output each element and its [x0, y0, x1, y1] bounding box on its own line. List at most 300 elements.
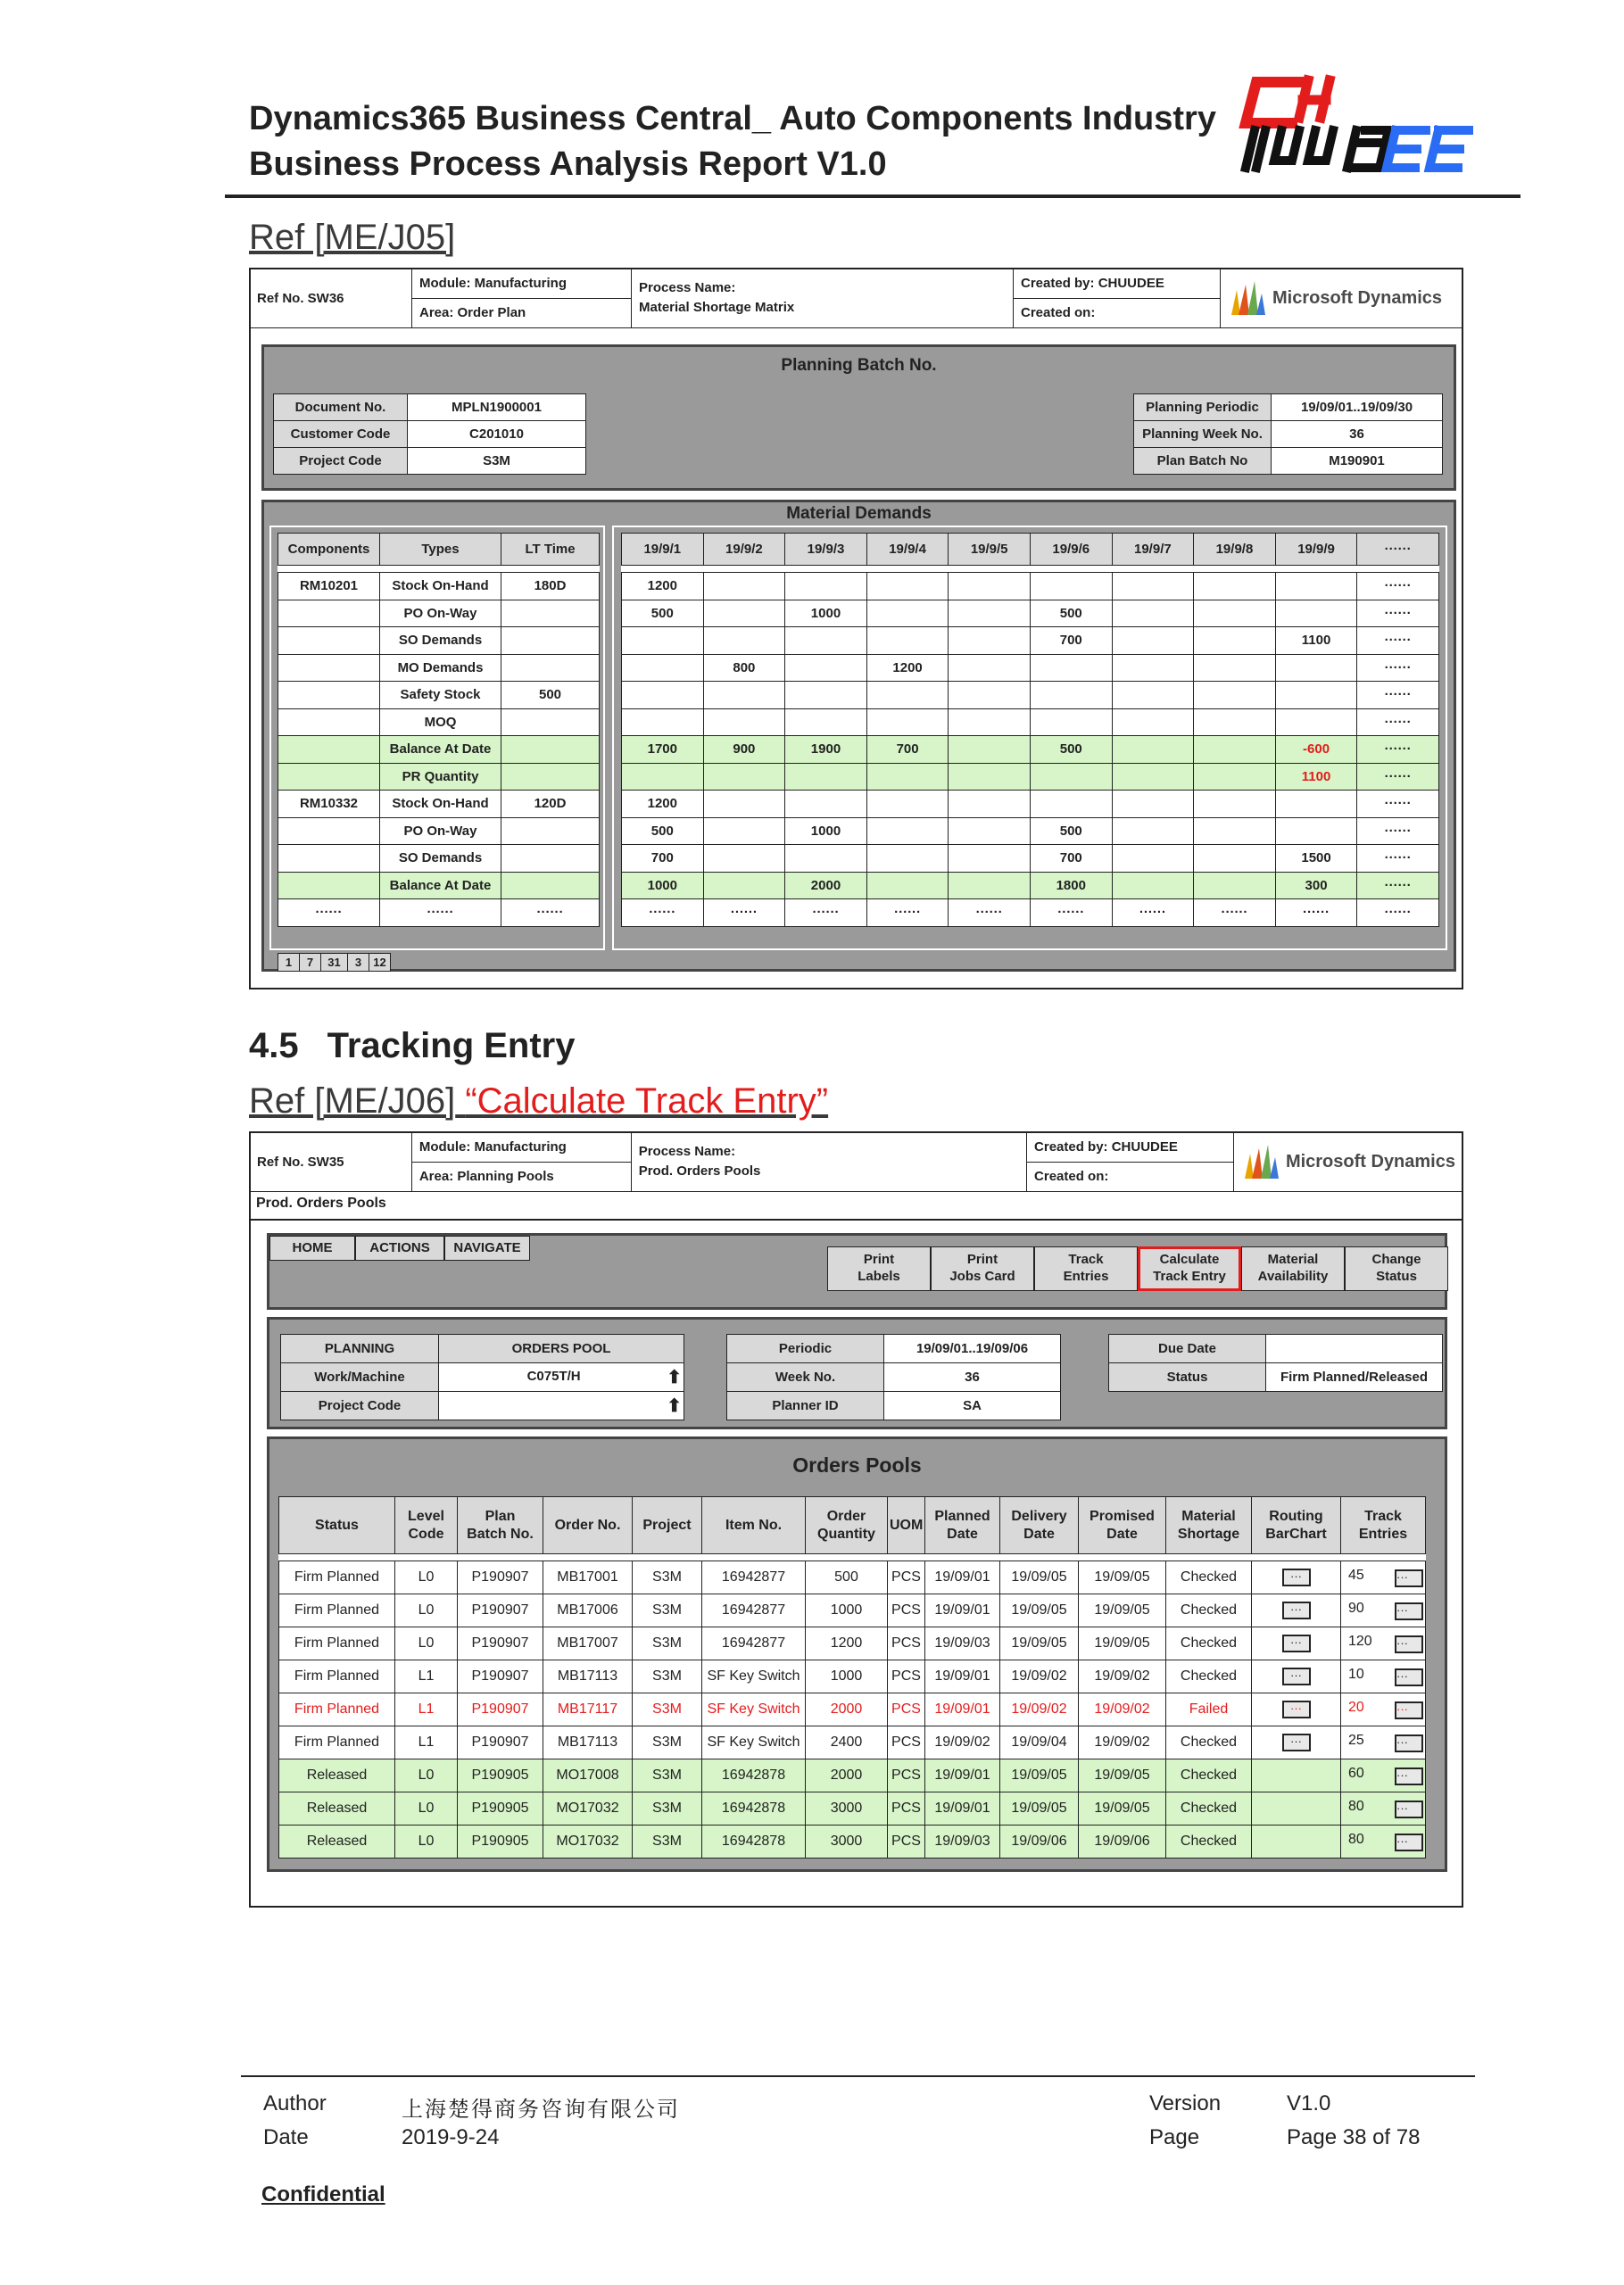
footer-author-value: 上海楚得商务咨询有限公司 — [402, 2098, 680, 2122]
table-row — [278, 845, 600, 873]
cell — [1194, 600, 1276, 627]
table-row[interactable] — [279, 1594, 1426, 1627]
module-2: Module: Manufacturing — [411, 1132, 631, 1163]
cell — [501, 708, 600, 736]
cell: Balance At Date — [380, 872, 501, 899]
cell: PR Quantity — [380, 763, 501, 791]
action-button-material-availability[interactable]: Material Availability — [1241, 1246, 1345, 1291]
cell: S3M — [633, 1561, 702, 1594]
menu-tab-navigate[interactable]: NAVIGATE — [444, 1236, 530, 1261]
cell: Safety Stock — [380, 682, 501, 709]
cell — [949, 627, 1031, 655]
track-entries-cell[interactable]: 20 ··· — [1341, 1693, 1426, 1726]
routing-barchart-cell[interactable] — [1252, 1660, 1341, 1693]
cell — [1112, 627, 1194, 655]
footer-confidential: Confidential — [261, 2182, 385, 2206]
action-button-calculate-track-entry[interactable]: Calculate Track Entry — [1138, 1246, 1241, 1291]
cell: 900 — [703, 736, 785, 764]
cell — [278, 817, 380, 845]
menu-tab-actions[interactable]: ACTIONS — [355, 1236, 444, 1261]
cell: SO Demands — [380, 845, 501, 873]
cell: L1 — [395, 1726, 458, 1759]
routing-barchart-cell[interactable] — [1252, 1693, 1341, 1726]
cell: Firm Planned — [279, 1726, 395, 1759]
filter-label: Periodic — [727, 1335, 884, 1363]
cell — [703, 627, 785, 655]
cell: MB17001 — [543, 1561, 633, 1594]
more-icon[interactable]: ··· — [1395, 1602, 1423, 1620]
filter-value[interactable] — [1266, 1335, 1443, 1363]
report-title-line1: Dynamics365 Business Central_ Auto Components Industry — [249, 100, 1216, 137]
cell — [1112, 845, 1194, 873]
routing-barchart-cell[interactable] — [1252, 1792, 1341, 1826]
cell — [949, 791, 1031, 818]
cell — [785, 573, 867, 600]
cell: RM10332 — [278, 791, 380, 818]
action-button-print-jobs-card[interactable]: Print Jobs Card — [931, 1246, 1034, 1291]
cell: MO17032 — [543, 1792, 633, 1826]
cell: P190907 — [458, 1594, 543, 1627]
more-icon[interactable]: ··· — [1395, 1569, 1423, 1587]
cell — [1030, 654, 1112, 682]
cell: 1700 — [622, 736, 704, 764]
cell: 2000 — [806, 1693, 888, 1726]
pool-column-header: Order No. — [543, 1497, 633, 1554]
cell: 2400 — [806, 1726, 888, 1759]
footer-date-value: 2019-9-24 — [402, 2125, 500, 2149]
cell — [1030, 763, 1112, 791]
date-column-header: ······ — [1357, 534, 1439, 566]
cell: Firm Planned — [279, 1693, 395, 1726]
cell — [1112, 872, 1194, 899]
table-row — [622, 763, 1439, 791]
cell: 19/09/01 — [925, 1759, 1000, 1792]
track-entries-cell[interactable]: 60 ··· — [1341, 1759, 1426, 1792]
material-demands-title: Material Demands — [786, 504, 932, 523]
table-row — [622, 654, 1439, 682]
cell: ······ — [1357, 899, 1439, 927]
routing-barchart-cell[interactable] — [1252, 1594, 1341, 1627]
cell: SO Demands — [380, 627, 501, 655]
cell: 19/09/01 — [925, 1660, 1000, 1693]
ms-dynamics-icon — [1228, 281, 1267, 315]
batch-field-row — [1134, 394, 1443, 421]
cell: ······ — [1357, 682, 1439, 709]
cell: Stock On-Hand — [380, 573, 501, 600]
cell — [278, 872, 380, 899]
table-row — [278, 763, 600, 791]
table-row[interactable] — [279, 1826, 1426, 1859]
routing-barchart-cell[interactable] — [1252, 1826, 1341, 1859]
filter-row — [1109, 1363, 1443, 1392]
pager-item[interactable]: 1 — [278, 954, 300, 972]
cell: Checked — [1166, 1826, 1252, 1859]
field-value[interactable]: M190901 — [1272, 448, 1443, 475]
cell — [1194, 736, 1276, 764]
date-column-header: 19/9/8 — [1194, 534, 1276, 566]
work-machine-input[interactable]: C075T/H ⬆ — [439, 1363, 684, 1392]
cell — [866, 763, 949, 791]
cell: 19/09/05 — [1000, 1759, 1079, 1792]
table-row[interactable] — [279, 1660, 1426, 1693]
created-by-2: Created by: CHUUDEE — [1027, 1132, 1234, 1163]
filter-row — [727, 1363, 1061, 1392]
table-row — [278, 654, 600, 682]
more-icon[interactable]: ··· — [1282, 1569, 1311, 1586]
orders-pools-title: Orders Pools — [792, 1453, 922, 1477]
cell — [866, 573, 949, 600]
cell: MB17117 — [543, 1693, 633, 1726]
table-row — [622, 872, 1439, 899]
filter-value[interactable]: 36 — [884, 1363, 1061, 1392]
more-icon[interactable]: ··· — [1282, 1668, 1311, 1685]
cell — [1112, 682, 1194, 709]
cell — [622, 708, 704, 736]
field-value[interactable]: S3M — [408, 448, 586, 475]
created-on-2: Created on: — [1027, 1162, 1234, 1192]
cell — [703, 573, 785, 600]
cell: MOQ — [380, 708, 501, 736]
report-title-line2: Business Process Analysis Report V1.0 — [249, 145, 887, 183]
pool-column-header: Routing BarChart — [1252, 1497, 1341, 1554]
cell: S3M — [633, 1759, 702, 1792]
routing-barchart-cell[interactable] — [1252, 1627, 1341, 1660]
cell — [1194, 817, 1276, 845]
cell: 19/09/02 — [1079, 1726, 1166, 1759]
cell: P190907 — [458, 1627, 543, 1660]
table-row — [278, 899, 600, 927]
filter-value[interactable]: 19/09/01..19/09/06 — [884, 1335, 1061, 1363]
cell — [1112, 736, 1194, 764]
more-icon[interactable]: ··· — [1282, 1701, 1311, 1718]
cell: 1200 — [866, 654, 949, 682]
pager[interactable] — [278, 953, 391, 972]
action-button-print-labels[interactable]: Print Labels — [827, 1246, 931, 1291]
cell — [949, 682, 1031, 709]
cell: 19/09/03 — [925, 1627, 1000, 1660]
pool-column-header: Promised Date — [1079, 1497, 1166, 1554]
cell — [501, 763, 600, 791]
cell: 19/09/01 — [925, 1594, 1000, 1627]
date-column-header: 19/9/6 — [1030, 534, 1112, 566]
table-row — [622, 791, 1439, 818]
pool-column-header: Project — [633, 1497, 702, 1554]
footer-page-label: Page — [1149, 2125, 1200, 2149]
table-row — [278, 682, 600, 709]
cell — [501, 817, 600, 845]
cell: P190905 — [458, 1792, 543, 1826]
cell — [1194, 708, 1276, 736]
pager-item[interactable]: 7 — [300, 954, 321, 972]
more-icon[interactable]: ··· — [1395, 1734, 1423, 1752]
cell — [866, 791, 949, 818]
cell: S3M — [633, 1627, 702, 1660]
section2-ref-red: “Calculate Track Entry” — [465, 1081, 829, 1121]
cell: 19/09/05 — [1000, 1594, 1079, 1627]
more-icon[interactable]: ··· — [1395, 1635, 1423, 1653]
cell — [949, 600, 1031, 627]
filter-left: PLANNING ORDERS POOL Work/Machine C075T/H ⬆ Project Code ⬆ — [280, 1334, 684, 1420]
batch-field-row — [1134, 421, 1443, 448]
cell: 16942877 — [702, 1594, 806, 1627]
field-label: Plan Batch No — [1134, 448, 1272, 475]
cell — [1112, 708, 1194, 736]
demands-matrix — [621, 533, 1439, 927]
cell: 19/09/01 — [925, 1693, 1000, 1726]
cell — [1194, 845, 1276, 873]
filter-label: Planner ID — [727, 1392, 884, 1420]
cell: SF Key Switch — [702, 1693, 806, 1726]
table-row[interactable] — [279, 1561, 1426, 1594]
cell: 1200 — [806, 1627, 888, 1660]
pool-column-header: Order Quantity — [806, 1497, 888, 1554]
cell — [1275, 654, 1357, 682]
more-icon[interactable]: ··· — [1282, 1602, 1311, 1619]
cell: 2000 — [806, 1759, 888, 1792]
table-row — [622, 573, 1439, 600]
cell: Firm Planned — [279, 1594, 395, 1627]
cell: P190905 — [458, 1826, 543, 1859]
cell: ······ — [1357, 736, 1439, 764]
cell: PCS — [888, 1693, 925, 1726]
cell: Checked — [1166, 1627, 1252, 1660]
cell: ······ — [1357, 872, 1439, 899]
table-row[interactable] — [279, 1759, 1426, 1792]
cell: L0 — [395, 1792, 458, 1826]
table-row — [278, 600, 600, 627]
cell — [501, 654, 600, 682]
routing-barchart-cell[interactable] — [1252, 1561, 1341, 1594]
track-entries-cell[interactable]: 10 ··· — [1341, 1660, 1426, 1693]
cell: ······ — [1357, 600, 1439, 627]
cell: PCS — [888, 1826, 925, 1859]
cell — [703, 817, 785, 845]
track-entries-cell[interactable]: 25 ··· — [1341, 1726, 1426, 1759]
cell: ······ — [703, 899, 785, 927]
cell — [1275, 682, 1357, 709]
cell: 16942877 — [702, 1561, 806, 1594]
date-column-header: 19/9/4 — [866, 534, 949, 566]
cell: 2000 — [785, 872, 867, 899]
cell: 500 — [1030, 736, 1112, 764]
field-value[interactable]: MPLN1900001 — [408, 394, 586, 421]
menu-tab-home[interactable]: HOME — [269, 1236, 355, 1261]
cell: 19/09/01 — [925, 1561, 1000, 1594]
components-table — [278, 533, 600, 927]
cell: PCS — [888, 1594, 925, 1627]
cell: 19/09/05 — [1000, 1561, 1079, 1594]
more-icon[interactable]: ··· — [1395, 1801, 1423, 1818]
arrow-up-icon[interactable]: ⬆ — [667, 1367, 682, 1387]
batch-field-row — [274, 394, 586, 421]
cell: S3M — [633, 1594, 702, 1627]
cell: L0 — [395, 1759, 458, 1792]
cell: 19/09/02 — [1079, 1693, 1166, 1726]
arrow-up-icon[interactable]: ⬆ — [667, 1395, 682, 1416]
cell: MB17113 — [543, 1660, 633, 1693]
table-row[interactable] — [279, 1627, 1426, 1660]
cell: 1100 — [1275, 627, 1357, 655]
module: Module: Manufacturing — [412, 269, 632, 299]
cell: ······ — [622, 899, 704, 927]
filter-value[interactable]: SA — [884, 1392, 1061, 1420]
cell: 19/09/02 — [1000, 1660, 1079, 1693]
cell: 19/09/06 — [1000, 1826, 1079, 1859]
cell: 500 — [1030, 817, 1112, 845]
cell: Released — [279, 1792, 395, 1826]
table-row — [622, 817, 1439, 845]
footer-version-label: Version — [1149, 2091, 1222, 2115]
cell: Balance At Date — [380, 736, 501, 764]
track-entries-cell[interactable]: 80 ··· — [1341, 1826, 1426, 1859]
track-entries-cell[interactable]: 90 ··· — [1341, 1594, 1426, 1627]
table-row — [622, 899, 1439, 927]
table-row — [278, 708, 600, 736]
pager-item[interactable]: 31 — [321, 954, 348, 972]
footer-rule — [241, 2075, 1475, 2077]
planning-batch-panel — [261, 344, 1456, 491]
cell: 300 — [1275, 872, 1357, 899]
pool-column-header: UOM — [888, 1497, 925, 1554]
cell: 19/09/05 — [1079, 1561, 1166, 1594]
cell — [278, 845, 380, 873]
cell — [1275, 791, 1357, 818]
cell: MO17032 — [543, 1826, 633, 1859]
cell: 19/09/05 — [1079, 1759, 1166, 1792]
table-row — [622, 845, 1439, 873]
track-entries-cell[interactable]: 80 ··· — [1341, 1792, 1426, 1826]
cell — [866, 845, 949, 873]
more-icon[interactable]: ··· — [1282, 1635, 1311, 1652]
material-demands-panel — [261, 500, 1456, 972]
cell: MB17007 — [543, 1627, 633, 1660]
cell: Firm Planned — [279, 1627, 395, 1660]
cell: L0 — [395, 1594, 458, 1627]
track-entries-cell[interactable]: 45 ··· — [1341, 1561, 1426, 1594]
cell: P190907 — [458, 1693, 543, 1726]
action-button-track-entries[interactable]: Track Entries — [1034, 1246, 1138, 1291]
cell: 19/09/05 — [1079, 1627, 1166, 1660]
date-column-header: 19/9/1 — [622, 534, 704, 566]
cell: 1000 — [785, 600, 867, 627]
cell — [785, 791, 867, 818]
pool-column-header: Planned Date — [925, 1497, 1000, 1554]
footer-version-value: V1.0 — [1287, 2091, 1331, 2115]
cell: 700 — [1030, 845, 1112, 873]
section1-frame — [249, 268, 1463, 989]
more-icon[interactable]: ··· — [1395, 1701, 1423, 1719]
cell: ······ — [501, 899, 600, 927]
process-name-2: Process Name: Prod. Orders Pools — [631, 1132, 1026, 1192]
project-code-input[interactable] — [439, 1392, 684, 1420]
cell: P190907 — [458, 1660, 543, 1693]
table-row — [278, 736, 600, 764]
cell — [1030, 708, 1112, 736]
more-icon[interactable]: ··· — [1395, 1668, 1423, 1686]
cell — [278, 708, 380, 736]
cell — [1194, 573, 1276, 600]
pager-item[interactable]: 3 — [348, 954, 369, 972]
cell — [703, 872, 785, 899]
cell: 1200 — [622, 791, 704, 818]
cell — [1112, 763, 1194, 791]
batch-left-fields — [273, 393, 586, 475]
cell — [1194, 791, 1276, 818]
cell: ······ — [1275, 899, 1357, 927]
created-by: Created by: CHUUDEE — [1014, 269, 1221, 299]
table-row[interactable] — [279, 1726, 1426, 1759]
cell — [622, 654, 704, 682]
chuudee-logo-icon — [1230, 71, 1497, 178]
more-icon[interactable]: ··· — [1282, 1734, 1311, 1751]
table-row[interactable] — [279, 1693, 1426, 1726]
cell: -600 — [1275, 736, 1357, 764]
action-button-change-status[interactable]: Change Status — [1345, 1246, 1448, 1291]
section1-meta — [249, 268, 1463, 328]
cell — [785, 682, 867, 709]
cell — [278, 627, 380, 655]
footer-author-label: Author — [263, 2091, 327, 2115]
cell: 16942878 — [702, 1792, 806, 1826]
process-name: Process Name: Material Shortage Matrix — [632, 269, 1014, 328]
cell: P190907 — [458, 1561, 543, 1594]
cell — [949, 872, 1031, 899]
filter-value[interactable]: Firm Planned/Released — [1266, 1363, 1443, 1392]
cell — [703, 600, 785, 627]
cell: 500 — [622, 817, 704, 845]
cell: 3000 — [806, 1792, 888, 1826]
more-icon[interactable]: ··· — [1395, 1768, 1423, 1785]
field-value[interactable]: 19/09/01..19/09/30 — [1272, 394, 1443, 421]
pager-item[interactable]: 12 — [369, 954, 391, 972]
table-row — [622, 736, 1439, 764]
batch-field-row — [1134, 448, 1443, 475]
area-2: Area: Planning Pools — [411, 1162, 631, 1192]
cell: ······ — [1194, 899, 1276, 927]
action-bar — [267, 1233, 1447, 1310]
cell — [866, 872, 949, 899]
cell: 3000 — [806, 1826, 888, 1859]
cell — [703, 791, 785, 818]
cell: 19/09/02 — [1000, 1693, 1079, 1726]
field-label: Planning Week No. — [1134, 421, 1272, 448]
cell — [501, 736, 600, 764]
field-value[interactable]: C201010 — [408, 421, 586, 448]
filter-label: Status — [1109, 1363, 1266, 1392]
pool-column-header: Delivery Date — [1000, 1497, 1079, 1554]
cell — [1112, 654, 1194, 682]
cell: ······ — [1357, 791, 1439, 818]
routing-barchart-cell[interactable] — [1252, 1726, 1341, 1759]
date-column-header: 19/9/3 — [785, 534, 867, 566]
batch-field-row — [274, 448, 586, 475]
cell — [1194, 654, 1276, 682]
cell: ······ — [1357, 654, 1439, 682]
more-icon[interactable]: ··· — [1395, 1834, 1423, 1851]
track-entries-cell[interactable]: 120 ··· — [1341, 1627, 1426, 1660]
cell — [622, 763, 704, 791]
cell: 500 — [806, 1561, 888, 1594]
cell: 19/09/02 — [1079, 1660, 1166, 1693]
cell: PO On-Way — [380, 817, 501, 845]
cell: 1500 — [1275, 845, 1357, 873]
date-column-header: 19/9/5 — [949, 534, 1031, 566]
cell: MB17113 — [543, 1726, 633, 1759]
cell — [278, 736, 380, 764]
routing-barchart-cell[interactable] — [1252, 1759, 1341, 1792]
table-row[interactable] — [279, 1792, 1426, 1826]
field-value[interactable]: 36 — [1272, 421, 1443, 448]
